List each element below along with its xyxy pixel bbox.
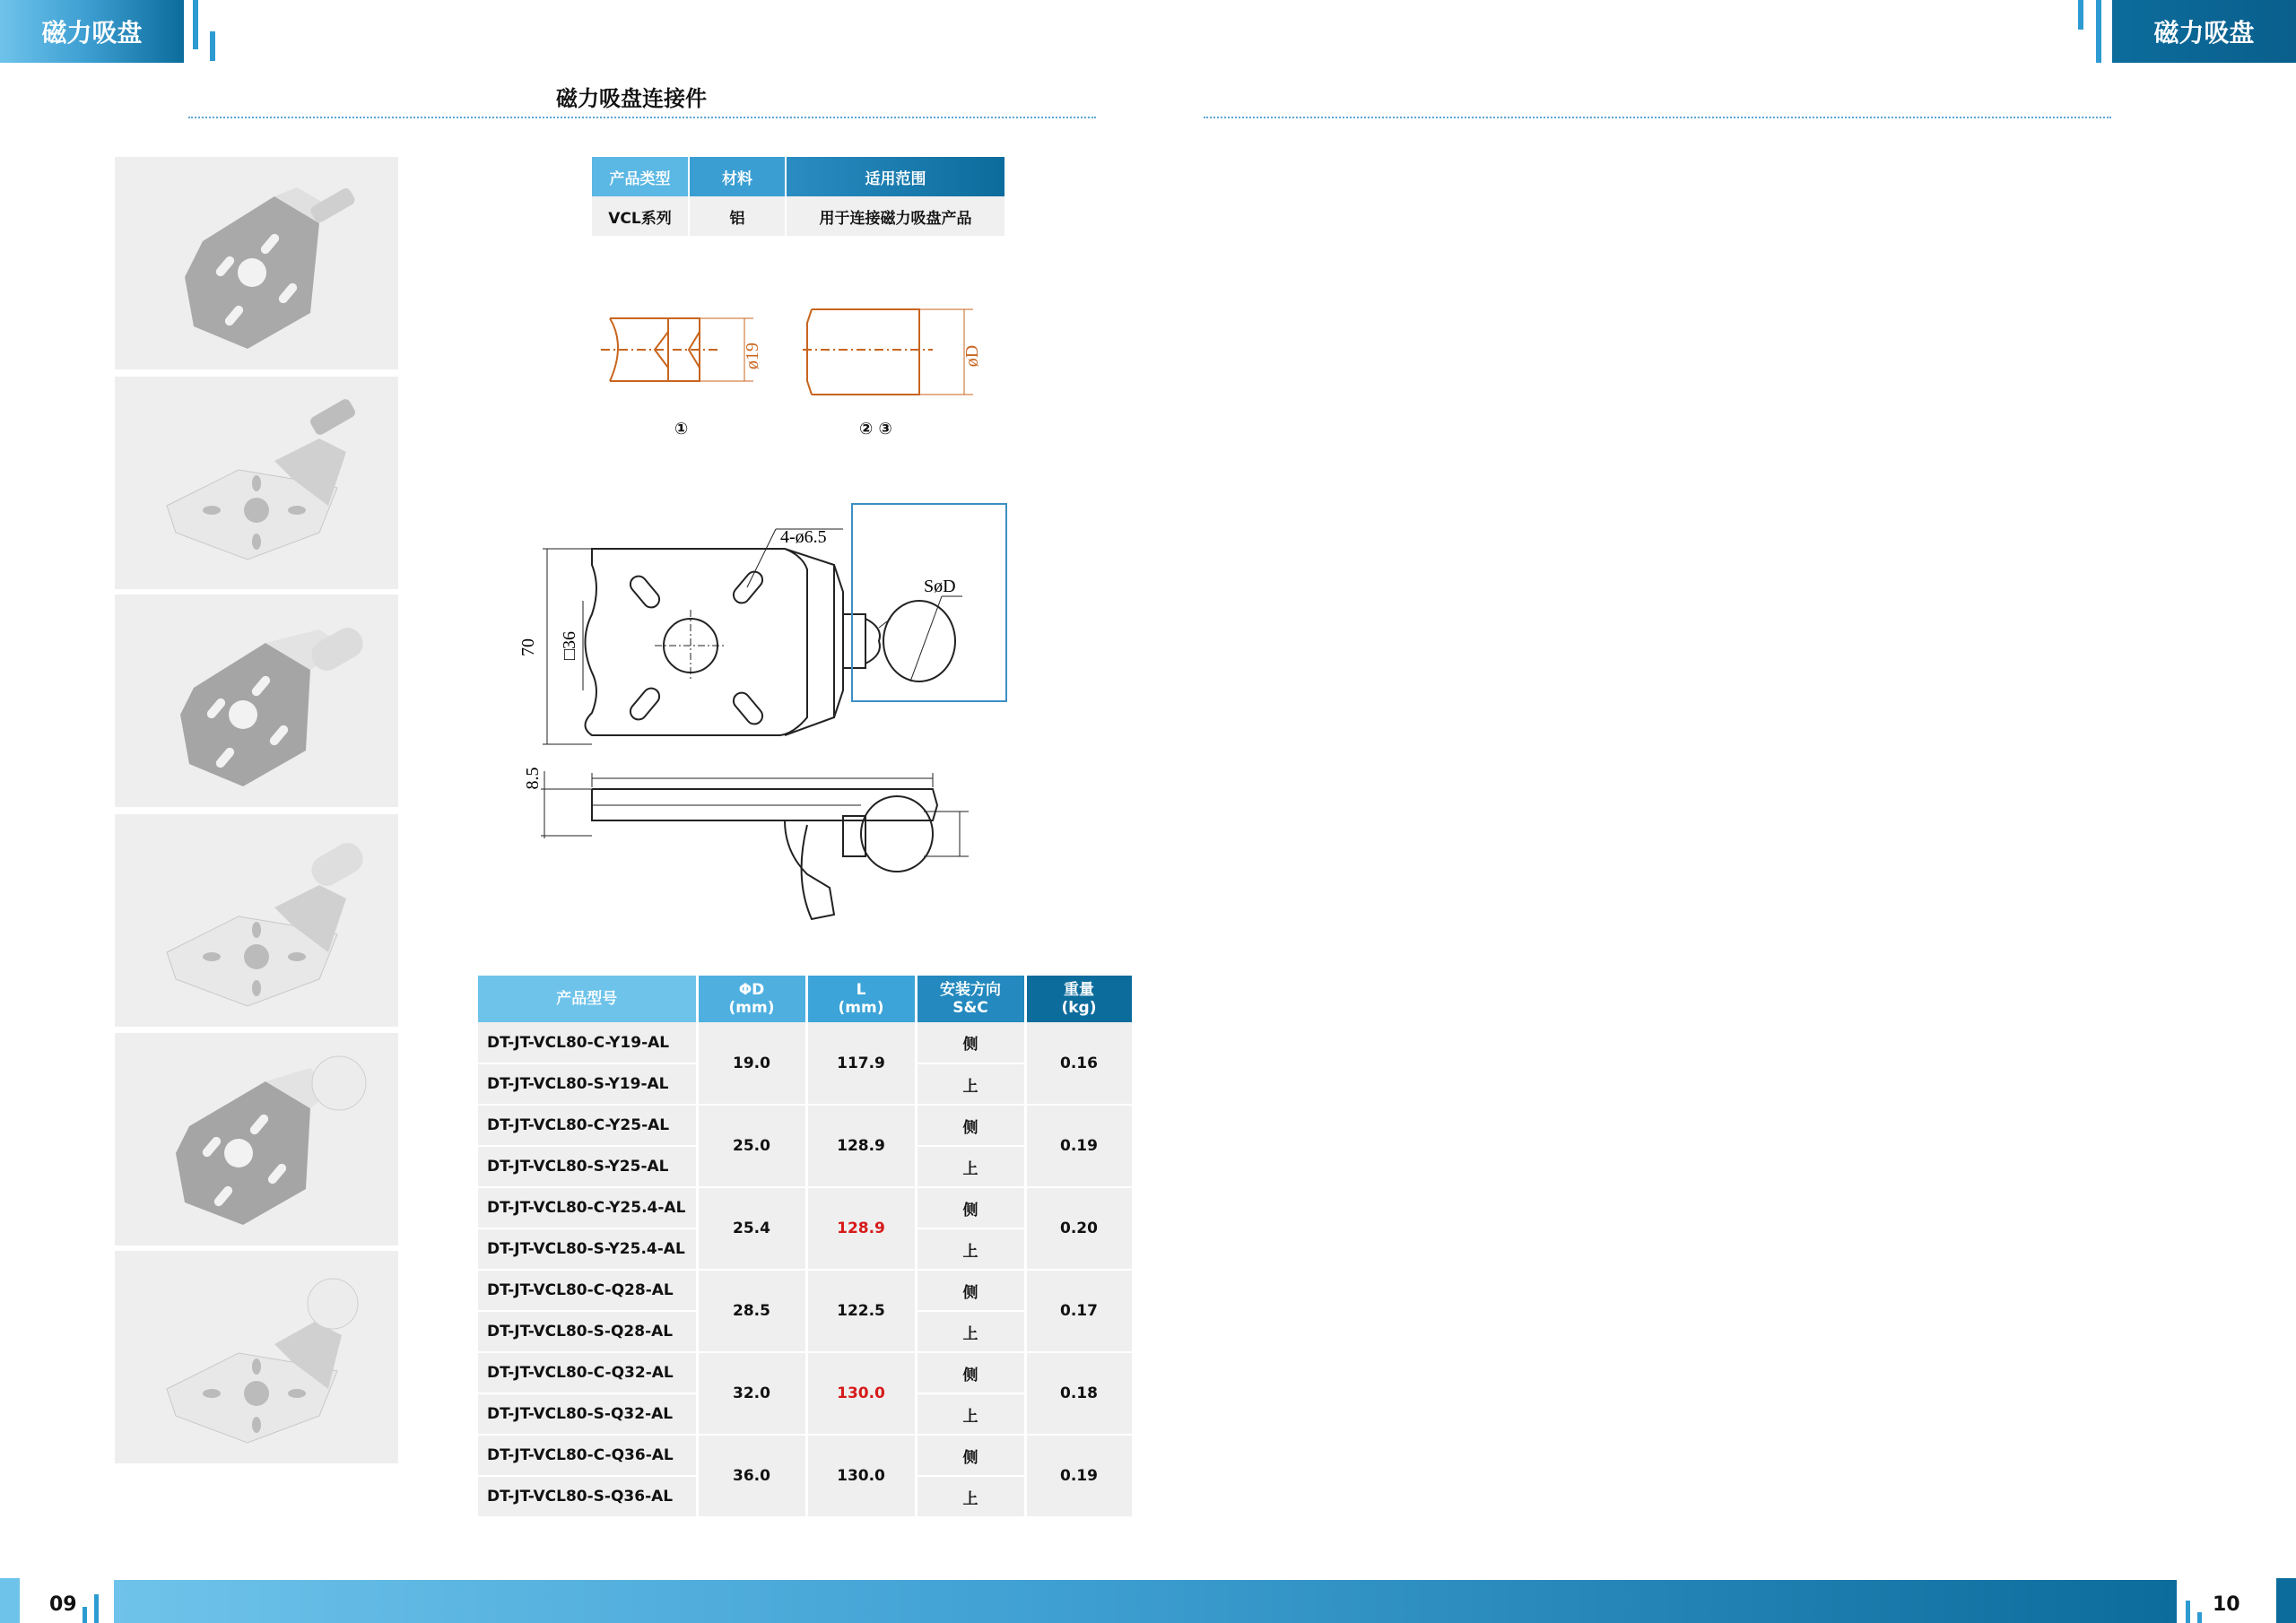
cell-L: 130.0	[806, 1352, 916, 1435]
cell-direction: 上	[916, 1476, 1025, 1517]
label-drawing-one: ①	[674, 420, 689, 438]
dim-36-label: □36	[560, 630, 579, 661]
cell-L: 117.9	[806, 1022, 916, 1105]
cell-phiD: 19.0	[697, 1022, 806, 1105]
cell-direction: 侧	[916, 1435, 1025, 1476]
product-image-2	[115, 377, 398, 592]
header-accent-bar	[2078, 0, 2083, 30]
dim-phi19-label: ø19	[743, 343, 762, 369]
cell-phiD: 28.5	[697, 1270, 806, 1352]
header-phiD-label: ΦD	[738, 981, 765, 999]
end-drawings	[583, 300, 987, 444]
table-row	[478, 1105, 1133, 1146]
header-tag-right	[2112, 0, 2296, 63]
bracket-render-icon	[140, 389, 373, 577]
cell-phiD: 25.0	[697, 1105, 806, 1187]
cell-L: 128.9	[806, 1187, 916, 1270]
product-table-header	[478, 976, 1133, 1022]
cell-model: DT-JT-VCL80-S-Y25.4-AL	[478, 1228, 697, 1270]
bracket-render-icon	[140, 1263, 373, 1452]
footer-accent	[2276, 1578, 2296, 1623]
footer-accent-bar	[2186, 1601, 2190, 1623]
cell-phiD: 32.0	[697, 1352, 806, 1435]
footer-band	[114, 1580, 2177, 1623]
header-weight	[1025, 976, 1133, 1022]
header-weight-label: 重量	[1064, 981, 1094, 999]
cell-direction: 侧	[916, 1022, 1025, 1063]
header-tag-left	[0, 0, 184, 63]
cell-weight: 0.17	[1025, 1270, 1133, 1352]
spec-table-row	[592, 196, 1005, 236]
header-dir	[916, 976, 1025, 1022]
cell-direction: 侧	[916, 1352, 1025, 1393]
cell-direction: 上	[916, 1063, 1025, 1105]
dim-holes-label: 4-ø6.5	[780, 527, 827, 547]
section-divider	[188, 117, 1096, 118]
cell-weight: 0.18	[1025, 1352, 1133, 1435]
cell-phiD: 36.0	[697, 1435, 806, 1517]
footer-accent-bar	[83, 1607, 87, 1623]
cell-weight: 0.19	[1025, 1105, 1133, 1187]
header-weight-unit: (kg)	[1061, 999, 1097, 1017]
cell-model: DT-JT-VCL80-C-Y19-AL	[478, 1022, 697, 1063]
cell-direction: 侧	[916, 1270, 1025, 1311]
cell-L: 130.0	[806, 1435, 916, 1517]
bracket-render-icon	[140, 607, 373, 795]
section-title: 磁力吸盘连接件	[556, 86, 707, 111]
spec-cell-material: 铝	[689, 196, 786, 236]
product-image-6	[115, 1251, 398, 1466]
spec-header-scope: 适用范围	[786, 157, 1005, 196]
header-dir-sub: S&C	[952, 999, 988, 1017]
footer-accent-bar	[2197, 1612, 2202, 1623]
spec-table	[592, 157, 1006, 236]
cell-model: DT-JT-VCL80-C-Y25-AL	[478, 1105, 697, 1146]
spec-cell-type: VCL系列	[592, 196, 689, 236]
table-row	[478, 1352, 1133, 1393]
product-image-5	[115, 1033, 398, 1248]
bracket-render-icon	[140, 827, 373, 1015]
spec-table-header	[592, 157, 1005, 196]
cell-weight: 0.19	[1025, 1435, 1133, 1517]
cell-model: DT-JT-VCL80-S-Q36-AL	[478, 1476, 697, 1517]
header-L-label: L	[856, 981, 866, 999]
header-dir-label: 安装方向	[940, 981, 1001, 999]
header-accent-bar	[193, 0, 198, 49]
product-image-4	[115, 814, 398, 1029]
cell-model: DT-JT-VCL80-S-Q28-AL	[478, 1311, 697, 1352]
product-image-3	[115, 595, 398, 810]
spec-header-type: 产品类型	[592, 157, 689, 196]
header-accent-bar	[2096, 0, 2101, 63]
cell-phiD: 25.4	[697, 1187, 806, 1270]
table-row	[478, 1187, 1133, 1228]
cell-model: DT-JT-VCL80-S-Y25-AL	[478, 1146, 697, 1187]
table-row	[478, 1435, 1133, 1476]
cell-model: DT-JT-VCL80-S-Q32-AL	[478, 1393, 697, 1435]
table-row	[478, 1022, 1133, 1063]
table-row	[478, 1270, 1133, 1311]
cell-model: DT-JT-VCL80-S-Y19-AL	[478, 1063, 697, 1105]
bracket-render-icon	[140, 1046, 373, 1234]
cell-model: DT-JT-VCL80-C-Q32-AL	[478, 1352, 697, 1393]
dim-8-5-label: 8.5	[523, 767, 543, 790]
footer-accent-bar	[94, 1594, 99, 1623]
cell-model: DT-JT-VCL80-C-Q36-AL	[478, 1435, 697, 1476]
cell-model: DT-JT-VCL80-C-Y25.4-AL	[478, 1187, 697, 1228]
header-tag-left-label: 磁力吸盘	[41, 18, 143, 48]
section-divider-right	[1204, 117, 2111, 118]
cell-L: 128.9	[806, 1105, 916, 1187]
dim-phiD-label: øD	[962, 344, 982, 368]
page-number-left: 09	[49, 1593, 77, 1616]
header-phiD-unit: (mm)	[728, 999, 775, 1017]
cell-direction: 上	[916, 1146, 1025, 1187]
cell-direction: 侧	[916, 1187, 1025, 1228]
page-number-right: 10	[2213, 1593, 2240, 1616]
cell-model: DT-JT-VCL80-C-Q28-AL	[478, 1270, 697, 1311]
technical-drawing	[516, 493, 1018, 924]
bracket-render-icon	[140, 169, 373, 358]
product-table	[478, 976, 1135, 1518]
header-phiD	[697, 976, 806, 1022]
header-model	[478, 976, 697, 1022]
header-tag-right-label: 磁力吸盘	[2153, 18, 2255, 48]
header-model-label: 产品型号	[556, 990, 618, 1008]
cell-direction: 上	[916, 1228, 1025, 1270]
label-drawing-two-three: ② ③	[859, 420, 892, 438]
dim-70-label: 70	[518, 638, 538, 656]
header-L	[806, 976, 916, 1022]
cell-direction: 上	[916, 1311, 1025, 1352]
cell-direction: 侧	[916, 1105, 1025, 1146]
cell-L: 122.5	[806, 1270, 916, 1352]
cell-weight: 0.20	[1025, 1187, 1133, 1270]
dim-SphiD-label: SøD	[924, 577, 956, 596]
footer-accent	[0, 1578, 20, 1623]
header-L-unit: (mm)	[838, 999, 884, 1017]
spec-cell-scope: 用于连接磁力吸盘产品	[786, 196, 1005, 236]
product-image-1	[115, 157, 398, 372]
cell-direction: 上	[916, 1393, 1025, 1435]
cell-weight: 0.16	[1025, 1022, 1133, 1105]
header-accent-bar	[210, 31, 215, 61]
spec-header-material: 材料	[689, 157, 786, 196]
